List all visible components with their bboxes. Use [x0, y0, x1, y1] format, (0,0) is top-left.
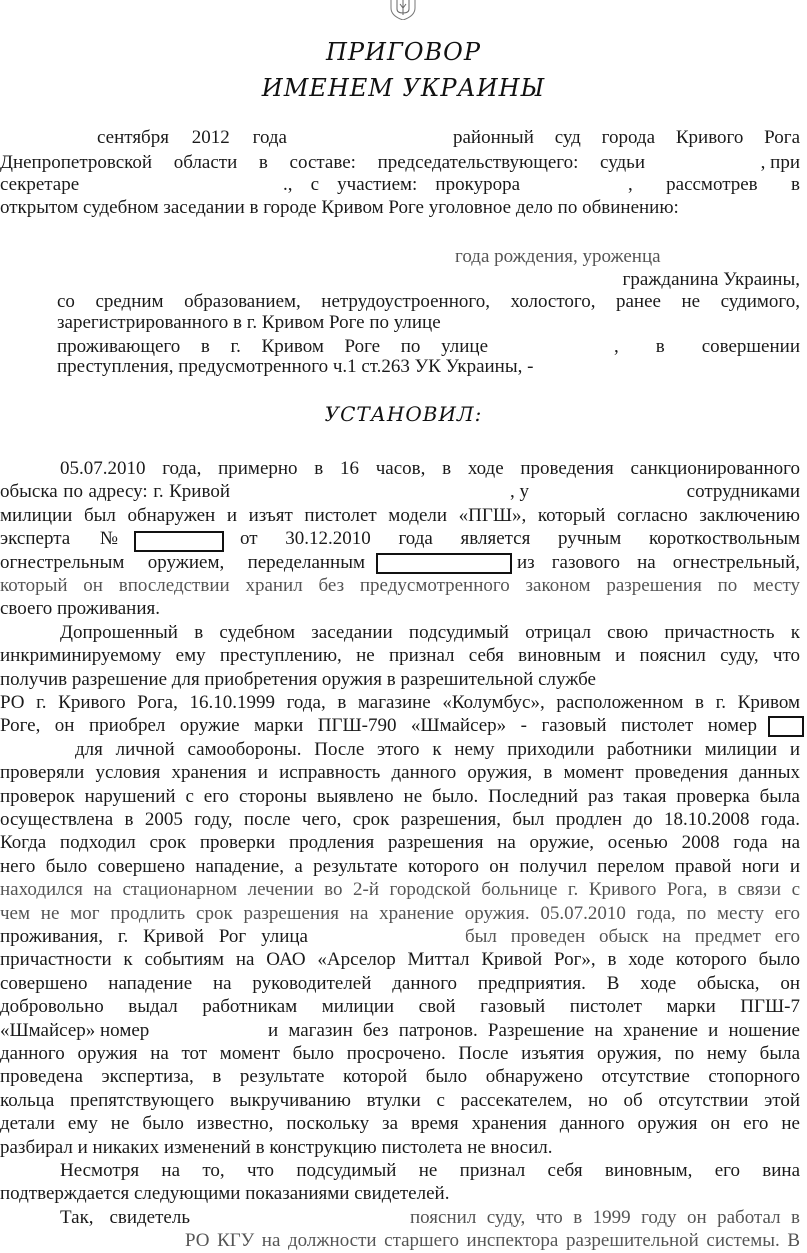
body-line: 05.07.2010 года, примерно в 16 часов, в ходе проведения санкционированного — [60, 458, 800, 479]
defendant-line: проживающего в г. Кривом Роге по улице — [57, 336, 488, 357]
body-line: огнестрельным оружием, переделанным — [0, 551, 365, 573]
body-line: совершено нападение на руководителей данного предприятия. В ходе обыска, он — [0, 972, 800, 994]
defendant-line: зарегистрированного в г. Кривом Роге по улице — [57, 312, 441, 333]
intro-line: , рассмотрев в — [628, 174, 800, 195]
body-line: проверок нарушений с его стороны выявлено не было. Последний раз такая проверка была — [0, 785, 800, 807]
intro-court: районный суд города Кривого Рога — [453, 127, 800, 148]
body-line: Так, свидетель — [60, 1206, 190, 1228]
redaction-box — [768, 716, 804, 737]
body-line: инкриминируемому ему преступлению, не признал себя виновным и пояснил суду, что — [0, 645, 800, 667]
body-line: милиции был обнаружен и изъят пистолет модели «ПГШ», который согласно заключению — [0, 504, 800, 526]
body-line: детали ему не было известно, поскольку за время хранения данного оружия он его не — [0, 1113, 800, 1135]
body-line: проверяли условия хранения и исправность данного оружия, в момент проведения данных — [0, 762, 800, 784]
body-line: кольца препятствующего выкручиванию втулки с рассекателем, но об отсутствии этой — [0, 1089, 800, 1111]
defendant-line: преступления, предусмотренного ч.1 ст.263 УК Украины, - — [57, 356, 534, 377]
body-line: РО КГУ на должности старшего инспектора разрешительной системы. В — [185, 1230, 800, 1252]
document-title: ПРИГОВОР — [325, 38, 482, 66]
body-line: пояснил суду, что в 1999 году он работал в — [410, 1206, 800, 1228]
body-line: , у — [510, 481, 529, 503]
defendant-line: гражданина Украины, — [622, 269, 800, 290]
body-line: сотрудниками — [686, 481, 800, 503]
body-line: обыска по адресу: г. Кривой — [0, 481, 230, 503]
body-line: «Шмайсер» номер — [0, 1019, 150, 1041]
intro-line: ., с участием: прокурора — [283, 174, 520, 195]
body-line: Когда подходил срок проверки продления разрешения на оружие, осенью 2008 года на — [0, 832, 800, 854]
body-line: разбирал и никаких изменений в конструкцию пистолета не вносил. — [0, 1136, 553, 1158]
body-line: осуществлена в 2005 году, после чего, срок разрешения, был продлен до 18.10.2008 года. — [0, 809, 800, 830]
defendant-line: , в совершении — [614, 336, 800, 357]
redaction-box — [134, 531, 224, 552]
body-line: данного оружия на тот момент было просрочено. После изъятия оружия, по нему была — [0, 1043, 800, 1064]
body-line: Роге, он приобрел оружие марки ПГШ-790 «Шмайсер» - газовый пистолет номер — [0, 715, 757, 737]
body-line: добровольно выдал работникам милиции свой газовый пистолет марки ПГШ-7 — [0, 996, 800, 1018]
document-subtitle: ИМЕНЕМ УКРАИНЫ — [261, 74, 546, 102]
body-line: причастности к событиям на ОАО «Арселор Миттал Кривой Рог», в ходе которого было — [0, 949, 800, 971]
body-line: проведена экспертиза, в результате которой было обнаружено отсутствие стопорного — [0, 1066, 800, 1088]
body-line: для личной самообороны. После этого к нему приходили работники милиции и — [75, 738, 800, 760]
defendant-line: со средним образованием, нетрудоустроенного, холостого, ранее не судимого, — [57, 291, 800, 312]
body-line: эксперта № — [0, 528, 118, 550]
intro-line: открытом судебном заседании в городе Кривом Роге уголовное дело по обвинению: — [0, 197, 679, 218]
body-line: который он впоследствии хранил без предусмотренного законом разрешения по месту — [0, 575, 800, 596]
body-line: Допрошенный в судебном заседании подсудимый отрицал свою причастность к — [60, 621, 800, 643]
body-line: подтверждается следующими показаниями свидетелей. — [0, 1183, 450, 1205]
body-line: чем не мог продлить срок разрешения на хранение оружия. 05.07.2010 года, по месту его — [0, 902, 800, 924]
intro-line: , при — [760, 152, 800, 173]
body-line: него было совершено нападение, а результате которого он получил перелом правой ноги и — [0, 855, 800, 877]
body-line: был проведен обыск на предмет его — [465, 926, 800, 947]
body-line: Несмотря на то, что подсудимый не признал себя виновным, его вина — [60, 1160, 800, 1181]
defendant-line: года рождения, уроженца — [455, 246, 661, 267]
body-line: своего проживания. — [0, 598, 160, 620]
body-line: находился на стационарном лечении во 2-й городской больнице г. Кривого Рога, в связи с — [0, 879, 800, 901]
body-line: и магазин без патронов. Разрешение на хранение и ношение — [268, 1019, 800, 1041]
body-line: из газового на огнестрельный, — [517, 551, 800, 573]
established-heading: УСТАНОВИЛ: — [324, 402, 483, 426]
body-line: от 30.12.2010 года является ручным короткоствольным — [240, 528, 800, 550]
redaction-box — [376, 553, 512, 574]
coat-of-arms-emblem-icon — [388, 0, 418, 20]
intro-date: сентября 2012 года — [97, 127, 287, 148]
body-line: проживания, г. Кривой Рог улица — [0, 926, 308, 947]
intro-line: секретаре — [0, 174, 80, 195]
body-line: получив разрешение для приобретения оружия в разрешительной службе — [0, 668, 596, 690]
intro-line: Днепропетровской области в составе: председательствующего: судьи — [0, 152, 645, 173]
body-line: РО г. Кривого Рога, 16.10.1999 года, в магазине «Колумбус», расположенном в г. Кривом — [0, 692, 800, 713]
